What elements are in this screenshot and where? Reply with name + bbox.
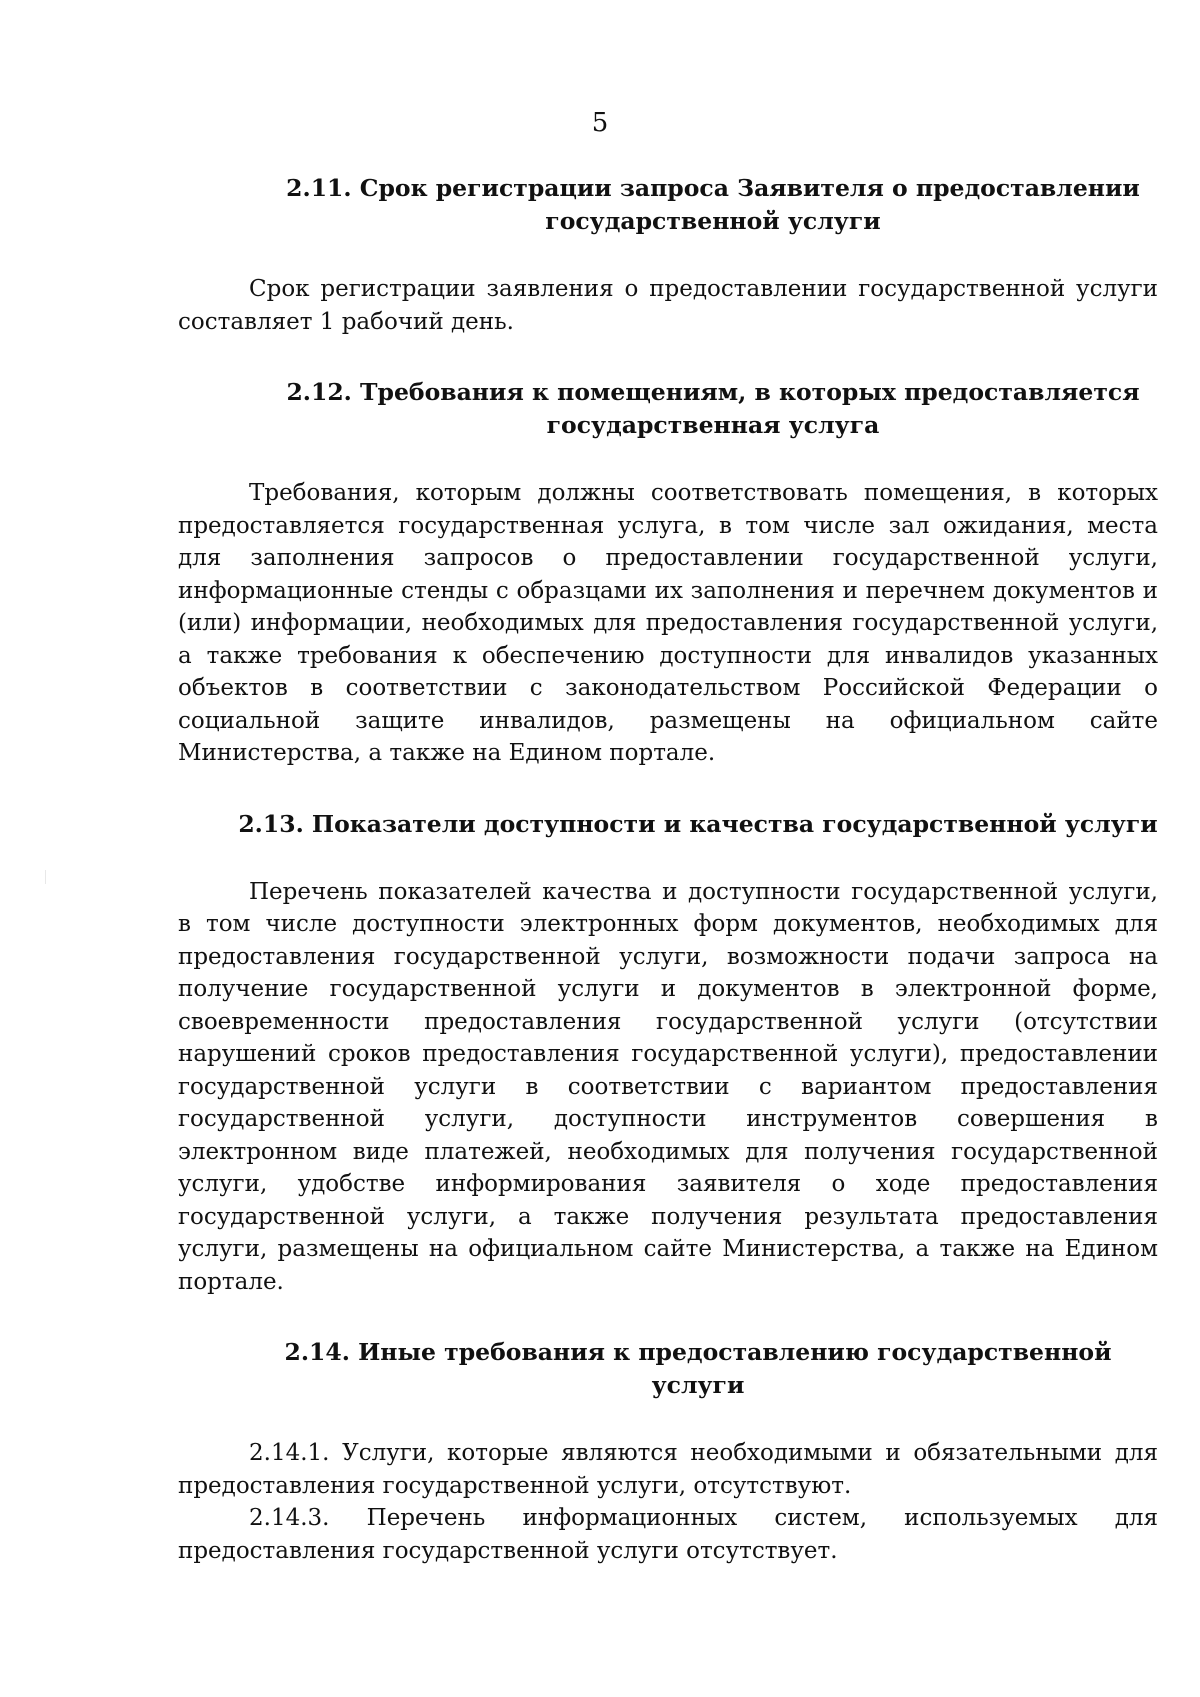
page-number: 5 xyxy=(591,108,609,138)
section-2-12 xyxy=(178,376,1158,770)
section-heading xyxy=(178,172,1158,238)
section-paragraph: Требования, которым должны соответствовать помещения, в которых предоставляется государственная услуга, в том числе зал ожидания, места для заполнения запросов о предоставлении государственной услуги, информационные стенды с образцами их заполнения и перечнем документов и (или) информации, необходимых для предоставления государственной услуги, а также требования к обеспечению доступности для инвалидов указанных объектов в соответствии с законодательством Российской Федерации о социальной защите инвалидов, размещены на официальном сайте Министерства, а также на Едином портале. xyxy=(178,480,1158,766)
section-2-13 xyxy=(178,808,1158,1299)
section-heading-line: 2.12. Требования к помещениям, в которых предоставляется xyxy=(286,378,1140,406)
section-2-11 xyxy=(178,172,1158,338)
section-heading: 2.14. Иные требования к предоставлению государственной услуги xyxy=(284,1338,1112,1399)
section-paragraph: 2.14.3. Перечень информационных систем, используемых для предоставления государственной услуги отсутствует. xyxy=(178,1505,1158,1564)
section-paragraph: Срок регистрации заявления о предоставлении государственной услуги составляет 1 рабочий день. xyxy=(178,276,1158,335)
scan-artifact xyxy=(45,870,46,884)
section-heading-line: государственной услуги xyxy=(545,207,881,235)
section-heading-line: государственная услуга xyxy=(546,411,880,439)
section-paragraph: 2.14.1. Услуги, которые являются необходимыми и обязательными для предоставления государственной услуги, отсутствуют. xyxy=(178,1440,1158,1499)
document-body xyxy=(178,172,1158,1567)
section-paragraph: Перечень показателей качества и доступности государственной услуги, в том числе доступности электронных форм документов, необходимых для предоставления государственной услуги, возможности подачи запроса на получение государственной услуги и документов в электронной форме, своевременности предоставления государственной услуги (отсутствии нарушений сроков предоставления государственной услуги), предоставлении государственной услуги в соответствии с вариантом предоставления государственной услуги, доступности инструментов совершения в электронном виде платежей, необходимых для получения государственной услуги, удобстве информирования заявителя о ходе предоставления государственной услуги, а также получения результата предоставления услуги, размещены на официальном сайте Министерства, а также на Едином портале. xyxy=(178,878,1158,1295)
section-heading: 2.13. Показатели доступности и качества государственной услуги xyxy=(238,809,1158,838)
section-heading-line: 2.11. Срок регистрации запроса Заявителя о предоставлении xyxy=(286,174,1140,202)
section-heading xyxy=(178,376,1158,442)
section-2-14 xyxy=(178,1336,1158,1567)
